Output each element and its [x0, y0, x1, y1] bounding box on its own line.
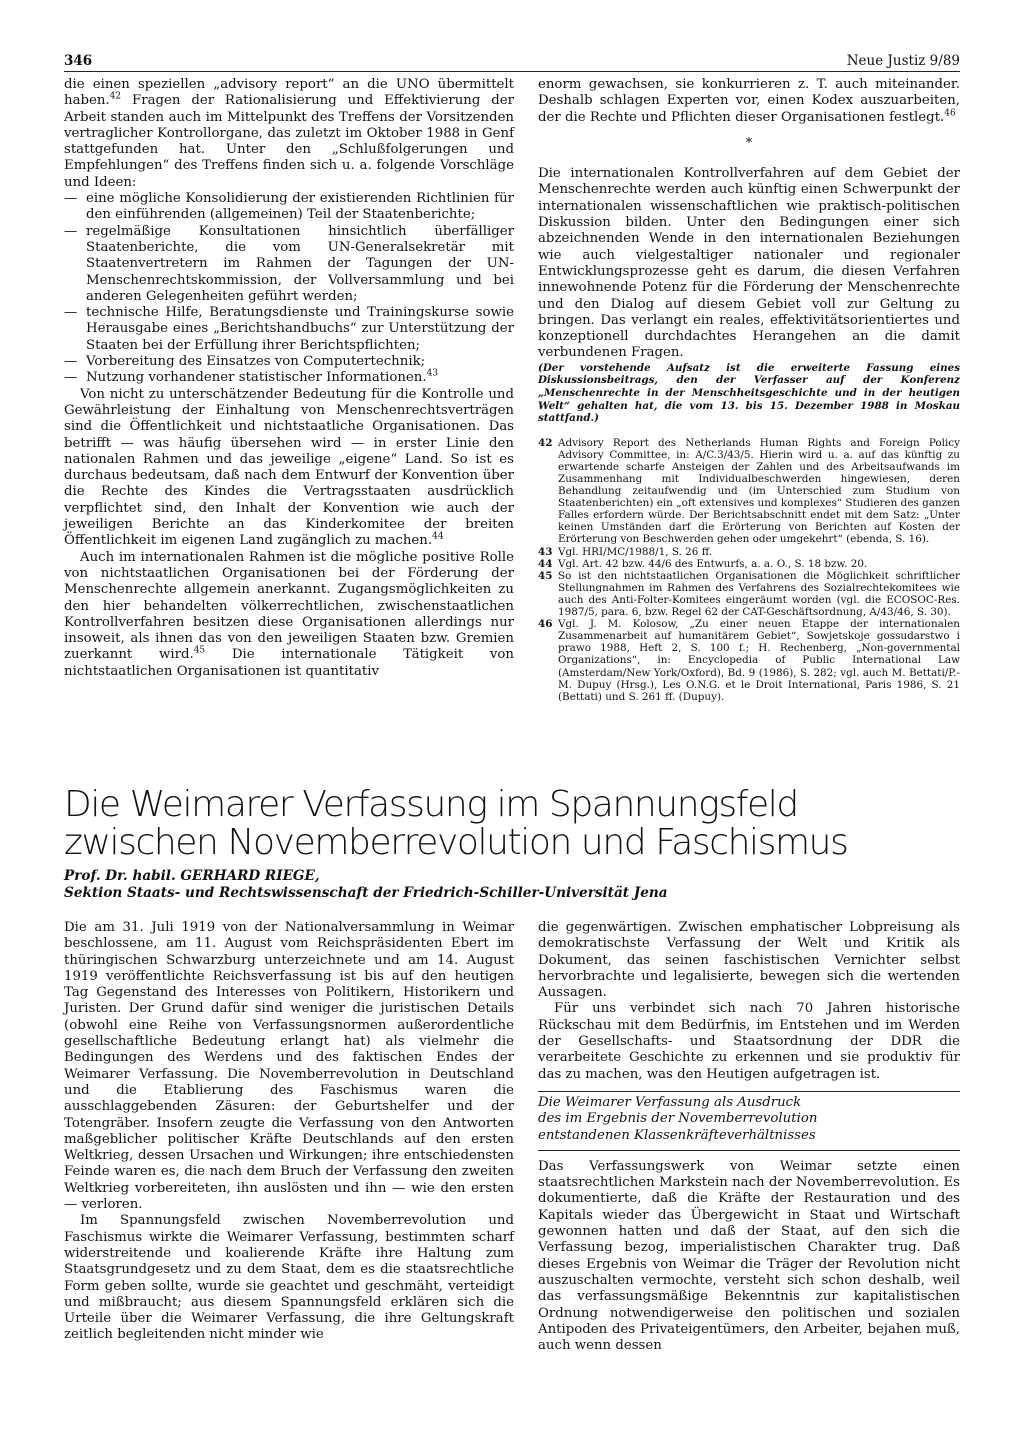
list-item: — regelmäßige Konsultationen hinsichtlich überfälliger Staatenberichte, die vom UN-Generalsekretär mit Staatenvertretern im Rahmen der Tagungen der UN-Menschenrechtskommission, der Vollversammlung und bei anderen Gelegenheiten geführt werden;	[64, 224, 514, 305]
running-header	[64, 53, 960, 72]
paragraph: Das Verfassungswerk von Weimar setzte einen staatsrechtlichen Markstein nach der Novemberrevolution. Es dokumentierte, daß die Kräfte der Restauration und des Kapitals wieder das Übergewicht in Staat und Wirtschaft gewonnen hatten und daß der Staat, auf den sich die Verfassung bezog, imperialistischen Charakter trug. Daß dieses Ergebnis von Weimar die Träger der Revolution nicht auszuschalten vermochte, versteht sich schon deshalb, weil das verfassungsmäßige Bekenntnis zur kapitalistischen Ordnung notwendigerweise den politischen und sozialen Antipoden des Privateigentümers, den Arbeiter, bejahen muß, auch wenn dessen	[538, 1158, 960, 1354]
paragraph: Die am 31. Juli 1919 von der Nationalversammlung in Weimar beschlossene, am 11. August vom Reichspräsidenten Ebert im thüringischen Schwarzburg unterzeichnete und am 14. August 1919 veröffentlichte Reichsverfassung ist bis auf den heutigen Tag Gegenstand des Interesses von Politikern, Historikern und Juristen. Der Grund dafür sind weniger die juristischen Details (obwohl eine Reihe von Verfassungsnormen außerordentliche gesellschaftliche Bedeutung erlangt hat) als vielmehr die Bedingungen des Werdens und des faktischen Endes der Weimarer Verfassung. Die Novemberrevolution in Deutschland und die Etablierung des Faschismus waren die ausschlaggebenden Zäsuren: der Geburtshelfer und der Totengräber. Insofern zeugte die Verfassung von den Antworten maßgeblicher politischer Kräfte Deutschlands auf den ersten Weltkrieg, dessen Ursachen und Wirkungen; ihre entschiedensten Feinde waren es, die nach dem Bruch der Verfassung den zweiten Weltkrieg vorbereiteten, ihn auslösten und ihn — wie den ersten — verloren.	[64, 920, 514, 1213]
section-separator: *	[745, 135, 753, 151]
footnote: 45 So ist den nichtstaatlichen Organisationen die Möglichkeit schriftlicher Stellungnahmen im Rahmen des Verfahrens des Sozialrechtekomitees wie auch des Anti-Folter-Komitees eingeräumt worden (vgl. die ECOSOC-Res. 1987/5, para. 6, bzw. Regel 62 der CAT-Geschäftsordnung, A/43/46, S. 30).	[538, 569, 960, 619]
article-title	[64, 786, 964, 862]
top-left-column	[64, 77, 514, 680]
author-block	[64, 868, 964, 902]
paragraph: Die internationalen Kontrollverfahren auf dem Gebiet der Menschenrechte werden auch künftig einen Schwerpunkt der internationalen wissenschaftlichen wie praktisch-politischen Diskussion bilden. Unter den Bedingungen einer sich abzeichnenden Wende in den internationalen Beziehungen wie auch vielgestaltiger nationaler und regionaler Entwicklungsprozesse geht es darum, die diesen Verfahren innewohnende Potenz für die Förderung der Menschenrechte und den Dialog auf diesem Gebiet voll zur Geltung zu bringen. Das verlangt ein reales, effektivitätsorientiertes und konzeptionell durchdachtes Herangehen an die damit verbundenen Fragen.	[538, 166, 960, 361]
paragraph: Von nicht zu unterschätzender Bedeutung für die Kontrolle und Gewährleistung der Einhaltung von Menschenrechtsverträgen sind die Öffentlichkeit und nichtstaatliche Organisationen. Das betrifft — was häufig übersehen wird — in erster Linie den nationalen Rahmen und das jeweilige „eigene“ Land. So ist es durchaus bedeutsam, daß nach dem Entwurf der Konvention über die Rechte des Kindes die Vertragsstaaten ausdrücklich verpflichtet sind, den Inhalt der Konvention wie auch der jeweiligen Berichte an das Kinderkomitee der breiten Öffentlichkeit im eigenen Land zugänglich zu machen.$^{44}$	[64, 386, 514, 549]
paragraph: enorm gewachsen, sie konkurrieren z. T. auch miteinander. Deshalb schlagen Experten vor, einen Kodex auszuarbeiten, der die Rechte und Pflichten dieser Organisationen festlegt.$^{46}$	[538, 77, 960, 125]
footnote: 42 Advisory Report des Netherlands Human Rights and Foreign Policy Advisory Committee, in: A/C.3/43/5. Hierin wird u. a. auf das künftig zu erwartende scharfe Ansteigen der Zahlen und des Arbeitsaufwands im Zusammenhang mit Individualbeschwerden hingewiesen, deren Behandlung zeitaufwendig und (im Unterschied zum Studium von Staatenberichten) ein „oft extensives und komplexes“ Studieren des ganzen Falles erfordern würde. Der Berichtsabschnitt endet mit dem Satz: „Unter keinen Umständen darf die Erörterung von Berichten auf Kosten der Erörterung von Beschwerden gehen oder umgekehrt“ (ebenda, S. 16).	[538, 436, 960, 546]
article-left-column	[64, 920, 514, 1344]
paragraph: Im Spannungsfeld zwischen Novemberrevolution und Faschismus wirkte die Weimarer Verfassung, bestimmten scharf widerstreitende und koalierende Kräfte ihre Haltung zum Staatsgrundgesetz und zu dem Staat, dem es die staatsrechtliche Form geben sollte, wurde sie geachtet und geschmäht, verteidigt und mißbraucht; aus diesem Spannungsfeld erklären sich die Urteile über die Weimarer Verfassung, die ihre Geltungskraft zeitlich begleitenden nicht minder wie	[64, 1213, 514, 1343]
author-name: Prof. Dr. habil. GERHARD RIEGE,	[64, 868, 320, 884]
section-subheading: Die Weimarer Verfassung als Ausdruck des im Ergebnis der Novemberrevolution entstandenen Klassenkräfteverhältnisses	[538, 1091, 960, 1151]
editorial-note: (Der vorstehende Aufsatz ist die erweiterte Fassung eines Diskussionsbeitrags, den der Verfasser auf der Konferenz „Menschenrechte in der Menschheitsgeschichte und in der heutigen Welt“ gehalten hat, die vom 13. bis 15. Dezember 1988 in Moskau stattfand.)	[538, 361, 960, 425]
footnotes	[538, 437, 960, 703]
author-affiliation: Sektion Staats- und Rechtswissenschaft der Friedrich-Schiller-Universität Jena	[64, 885, 668, 901]
journal-issue: Neue Justiz 9/89	[846, 53, 960, 69]
paragraph: Auch im internationalen Rahmen ist die mögliche positive Rolle von nichtstaatlichen Organisationen bei der Förderung der Menschenrechte allgemein anerkannt. Zugangsmöglichkeiten zu den hier behandelten völkerrechtlichen, zwischenstaatlichen Kontrollverfahren besitzen diese Organisationen allerdings nur insoweit, als ihnen das von den jeweiligen Staaten bzw. Gremien zuerkannt wird.$^{45}$ Die internationale Tätigkeit von nichtstaatlichen Organisationen ist quantitativ	[64, 549, 514, 679]
list-item: — eine mögliche Konsolidierung der existierenden Richtlinien für den einführenden (allgemeinen) Teil der Staatenberichte;	[64, 191, 514, 224]
footnote: 43 Vgl. HRI/MC/1988/1, S. 26 ff.	[538, 545, 713, 558]
list-item: — Vorbereitung des Einsatzes von Computertechnik;	[64, 354, 514, 370]
proposal-list	[64, 191, 514, 387]
footnote-ref: 45	[193, 645, 206, 656]
article-title-line: Die Weimarer Verfassung im Spannungsfeld	[64, 784, 798, 825]
list-item: — Nutzung vorhandener statistischer Informationen.$^{43}$	[64, 370, 514, 386]
list-item: — technische Hilfe, Beratungsdienste und Trainingskurse sowie Herausgabe eines „Berichtshandbuchs“ zur Unterstützung der Staaten bei der Erfüllung ihrer Berichtspflichten;	[64, 305, 514, 354]
footnote-ref: 42	[109, 91, 122, 102]
footnote-ref: 44	[432, 531, 444, 542]
footnote: 44 Vgl. Art. 42 bzw. 44/6 des Entwurfs, a. a. O., S. 18 bzw. 20.	[538, 557, 868, 570]
paragraph: die einen speziellen „advisory report“ an die UNO übermittelt haben.$^{42}$ Fragen der Rationalisierung und Effektivierung der Arbeit standen auch im Mittelpunkt des Treffens der Vorsitzenden vertraglicher Kontrollorgane, das zuletzt im Oktober 1988 in Genf stattgefunden hat. Unter den „Schlußfolgerungen und Empfehlungen“ des Treffens finden sich u. a. folgende Vorschläge und Ideen:	[64, 77, 514, 190]
footnote: 46 Vgl. J. M. Kolosow, „Zu einer neuen Etappe der internationalen Zusammenarbeit auf humanitärem Gebiet“, Sowjetskoje gossudarstwo i prawo 1988, Heft 2, S. 100 f.; H. Rechenberg, „Non-governmental Organizations“, in: Encyclopedia of Public International Law (Amsterdam/New York/Oxford), Bd. 9 (1986), S. 282; vgl. auch M. Bettati/P.-M. Dupuy (Hrsg.), Les O.N.G. et le Droit International, Paris 1986, S. 21 (Bettati) und S. 261 ff. (Dupuy).	[538, 618, 960, 703]
page-number: 346	[64, 53, 93, 69]
top-right-column	[538, 77, 960, 703]
footnote-ref: 43	[426, 368, 439, 379]
paragraph: Für uns verbindet sich nach 70 Jahren historische Rückschau mit dem Bedürfnis, im Entstehen und im Werden der Gesellschafts- und Staatsordnung der DDR die verarbeitete Geschichte zu erkennen und sie produktiv für das zu machen, was den Heutigen aufgetragen ist.	[538, 1001, 960, 1082]
article-title-line: zwischen Novemberrevolution und Faschismus	[64, 822, 848, 863]
paragraph: die gegenwärtigen. Zwischen emphatischer Lobpreisung als demokratischste Verfassung der Welt und Kritik als Dokument, das seinen faschistischen Vernichter selbst hervorbrachte und legalisierte, bewegen sich die wertenden Aussagen.	[538, 920, 960, 1001]
footnote-ref: 46	[944, 108, 956, 119]
article-right-column	[538, 920, 960, 1354]
